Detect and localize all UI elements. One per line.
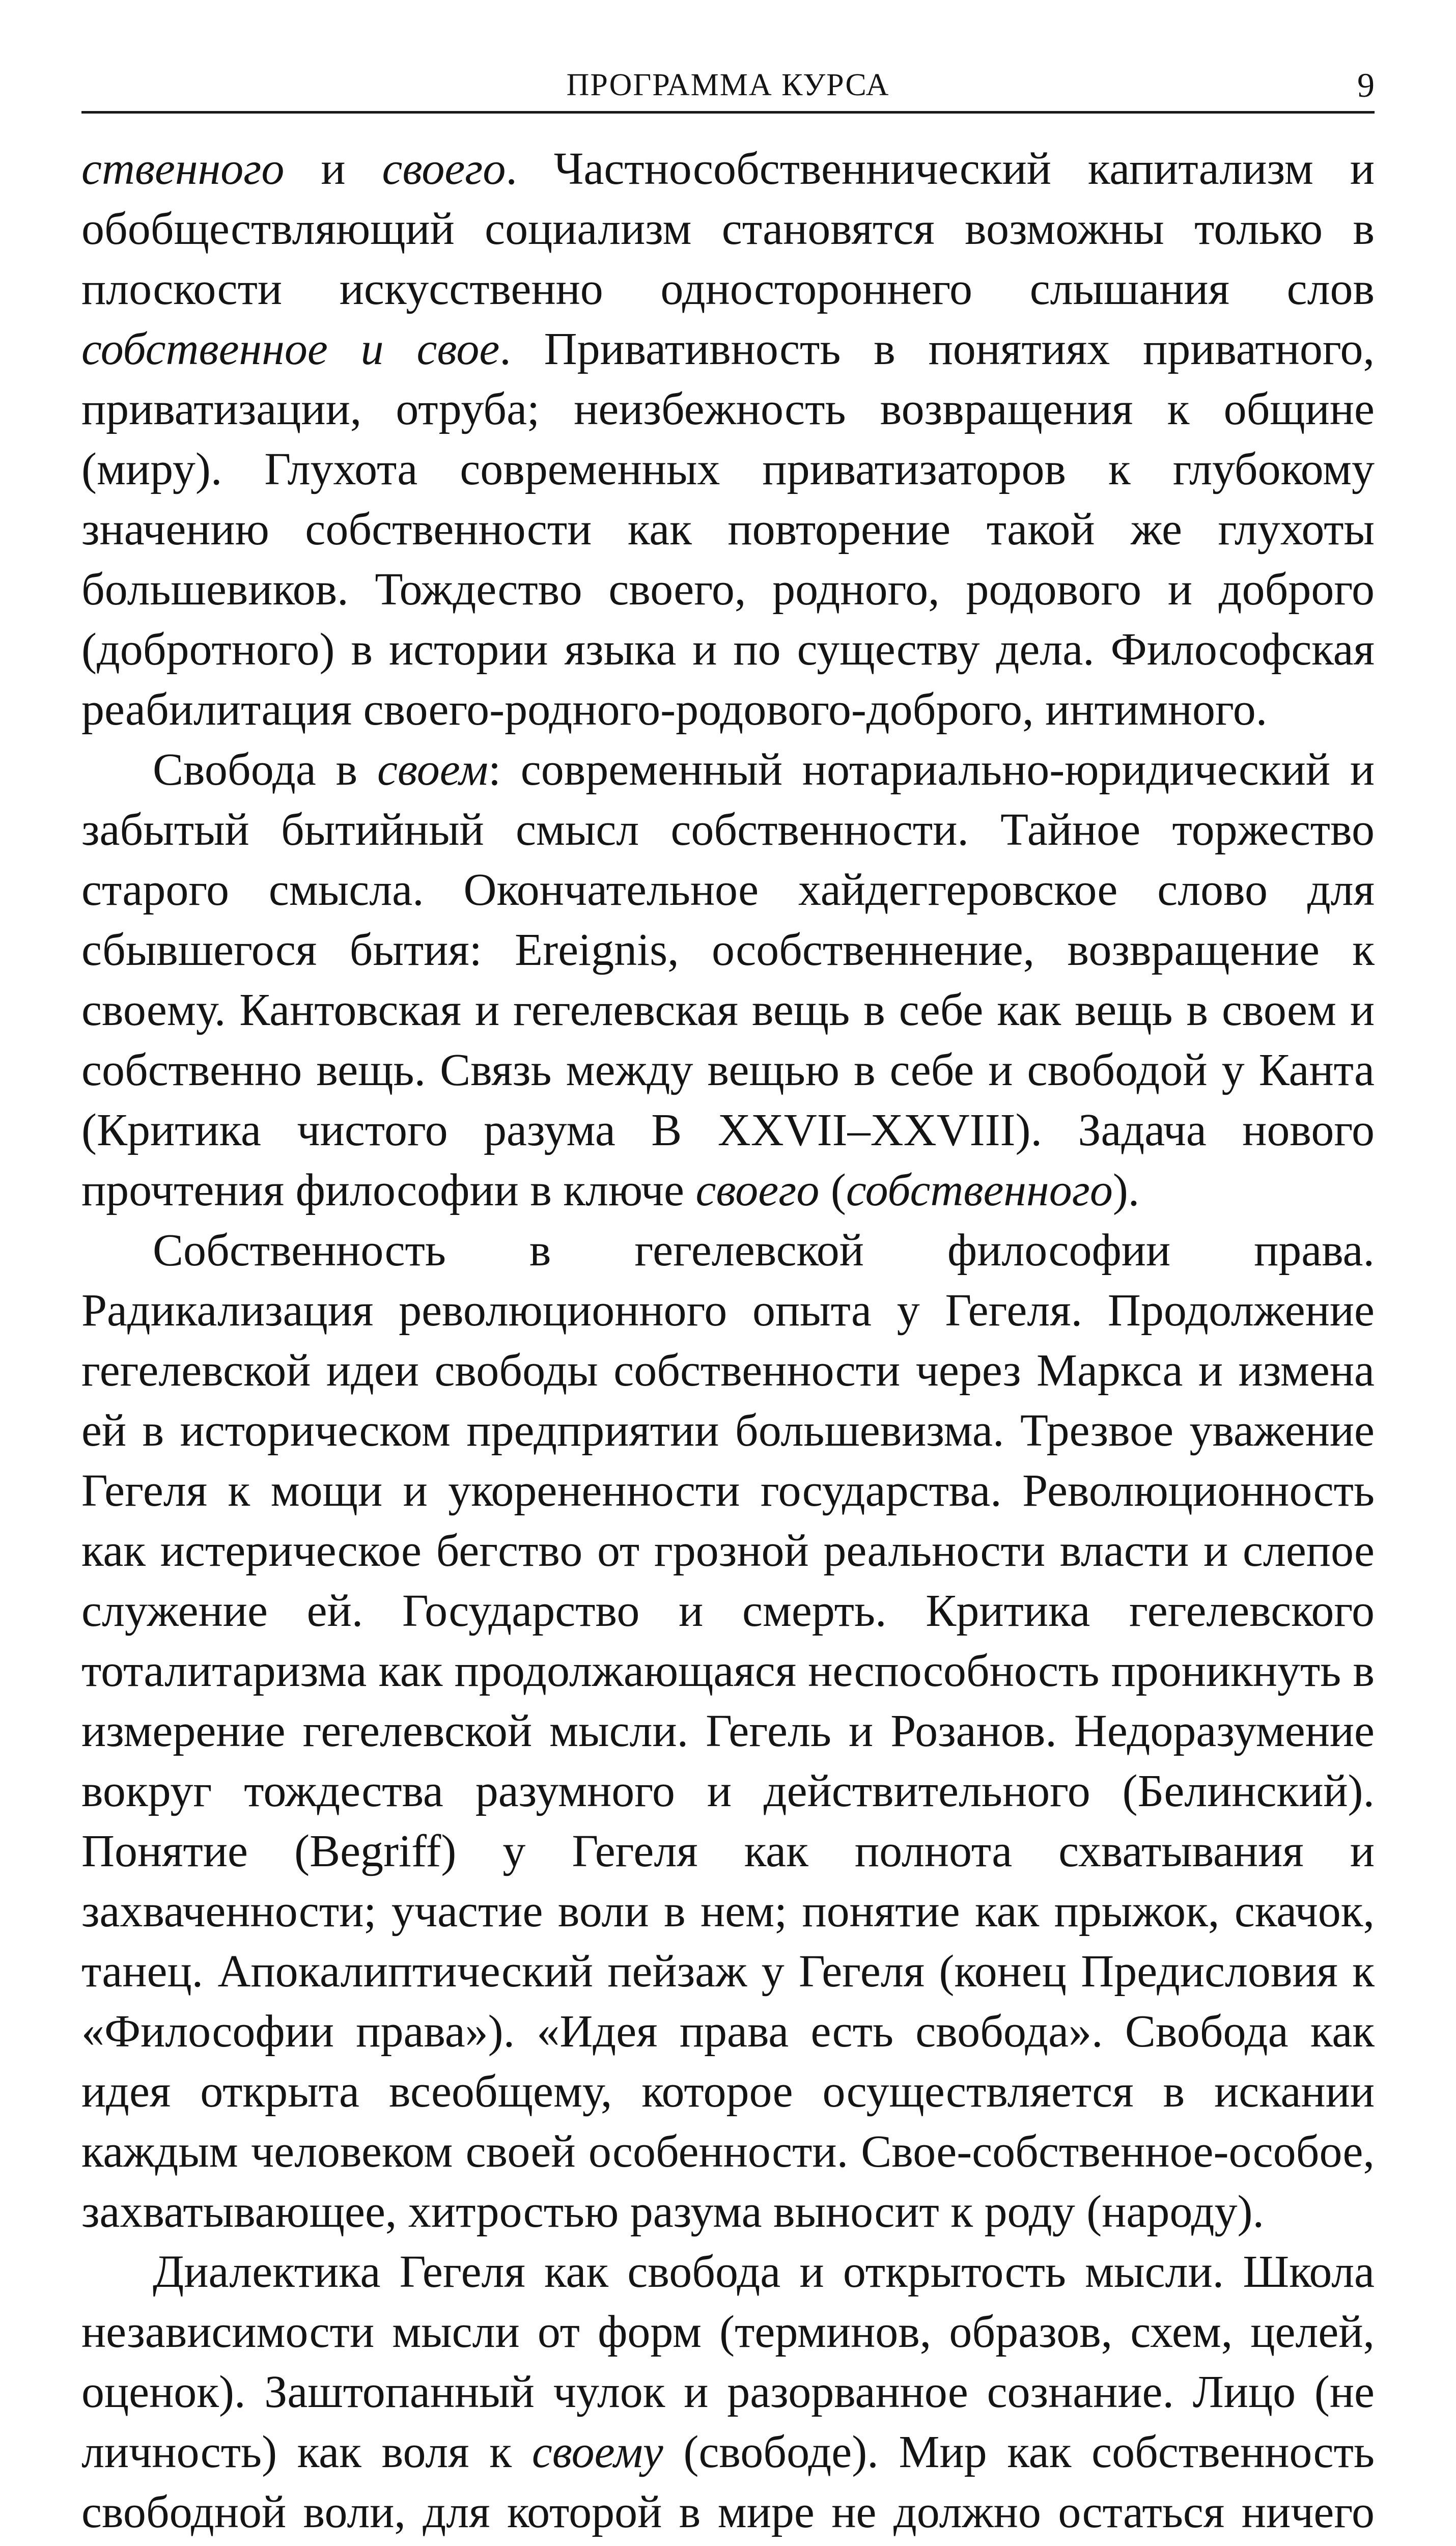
italic-term: своего xyxy=(695,1165,820,1215)
italic-term: собственного xyxy=(846,1165,1113,1215)
text-run: Свобода в xyxy=(153,744,377,795)
paragraph xyxy=(81,1221,1375,2242)
paragraph xyxy=(81,740,1375,1221)
text-run: . Частнособственнический капитализм и обобществляющий социализм становятся возможны только в плоскости искусственно одностороннего слышания слов xyxy=(81,144,1375,314)
italic-term: ственного xyxy=(81,144,285,194)
italic-term: своем xyxy=(377,744,488,795)
italic-term: своему xyxy=(531,2427,663,2477)
page-header xyxy=(81,56,1375,114)
text-run: и xyxy=(284,144,382,194)
text-run: ( xyxy=(819,1165,846,1215)
paragraph xyxy=(81,2242,1375,2546)
page-number: 9 xyxy=(1357,66,1375,104)
italic-term: собственное и свое xyxy=(81,324,500,374)
text-run: . Привативность в понятиях приватного, приватизации, отруба; неизбежность возвращения к общине (миру). Глухота современных приватизаторов к глубокому значению собственности как повторение такой же глухоты большевиков. Тождество своего, родного, родового и доброго (добротного) в истории языка и по существу дела. Философская реабилитация своего-родного-родового-доброго, интимного. xyxy=(81,324,1375,735)
italic-term: своего xyxy=(382,144,506,194)
text-run: (свободе). Мир как собственность свободной воли, для которой в мире не должно остаться ничего xyxy=(81,2427,1375,2537)
running-title: ПРОГРАММА КУРСА xyxy=(566,68,890,102)
text-run: ). xyxy=(1112,1165,1140,1215)
body-text xyxy=(81,139,1375,2546)
paragraph xyxy=(81,139,1375,740)
book-page xyxy=(81,56,1375,2546)
text-run: Собственность в гегелевской философии права. Радикализация революционного опыта у Гегеля. Продолжение гегелевской идеи свободы собственности через Маркса и измена ей в историческом предприятии большевизма. Трезвое уважение Гегеля к мощи и укорененности государства. Революционность как истерическое бегство от грозной реальности власти и слепое служение ей. Государство и смерть. Критика гегелевского тоталитаризма как продолжающаяся неспособность проникнуть в измерение гегелевской мысли. Гегель и Розанов. Недоразумение вокруг тождества разумного и действительного (Белинский). Понятие (Begriff) у Гегеля как полнота схватывания и захваченности; участие воли в нем; понятие как прыжок, скачок, танец. Апокалиптический пейзаж у Гегеля (конец Предисловия к «Философии права»). «Идея права есть свобода». Свобода как идея открыта всеобщему, которое осуществляется в искании каждым человеком своей особенности. Свое-собственное-особое, захватывающее, хитростью разума выносит к роду (народу). xyxy=(81,1225,1375,2237)
text-run: Диалектика Гегеля как свобода и открытость мысли. Школа независимости мысли от форм (терминов, образов, схем, целей, оценок). Заштопанный чулок и разорванное сознание. Лицо (не личность) как воля к xyxy=(81,2247,1375,2477)
text-run: : современный нотариально-юридический и забытый бытийный смысл собственности. Тайное торжество старого смысла. Окончательное хайдеггеровское слово для сбывшегося бытия: Ereignis, особственнение, возвращение к своему. Кантовская и гегелевская вещь в себе как вещь в своем и собственно вещь. Связь между вещью в себе и свободой у Канта (Критика чистого разума B XXVII–XXVIII). Задача нового прочтения философии в ключе xyxy=(81,744,1375,1215)
